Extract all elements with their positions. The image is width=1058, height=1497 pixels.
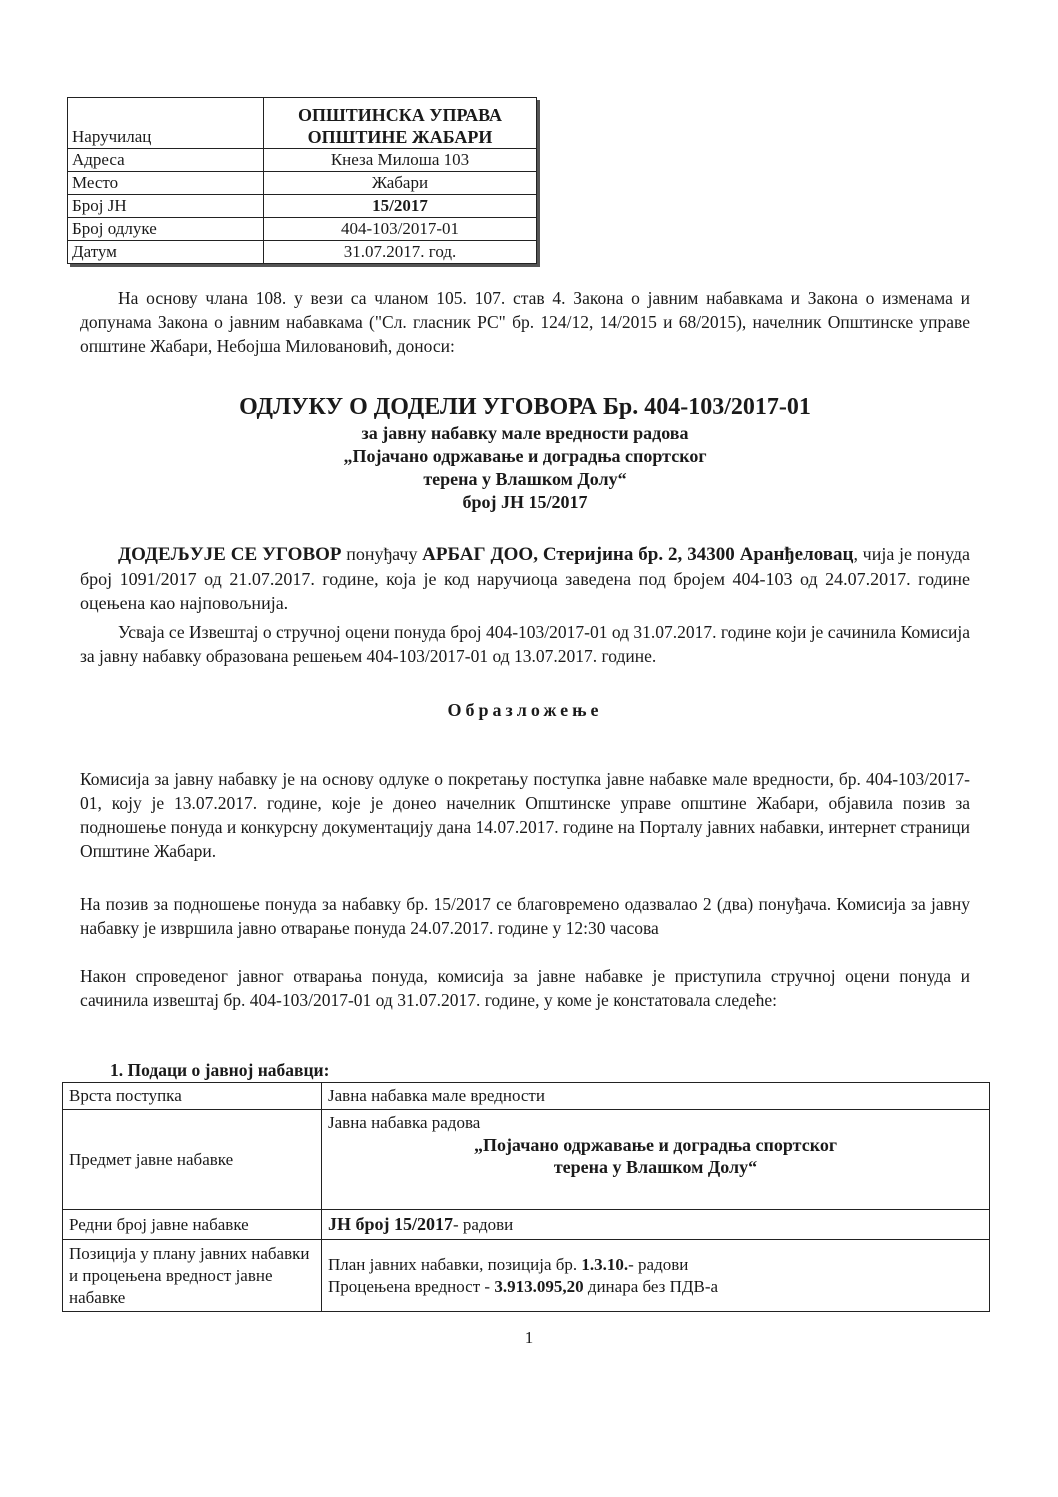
award-text1: понуђачу [341, 544, 423, 564]
header-value: 15/2017 [264, 195, 537, 218]
header-row-procurement-number [68, 195, 537, 218]
row-value [322, 1240, 990, 1312]
header-label: Датум [68, 241, 264, 264]
header-value: 404-103/2017-01 [264, 218, 537, 241]
header-row-client [68, 98, 537, 149]
row-value [322, 1210, 990, 1240]
table-row [63, 1210, 990, 1240]
page-number: 1 [524, 1328, 534, 1347]
plan-position: 1.3.10. [581, 1254, 629, 1274]
title-line4: терена у Влашком Долу“ [423, 469, 627, 489]
client-name-line2: ОПШТИНЕ ЖАБАРИ [307, 127, 493, 147]
explanation-heading: Образложење [447, 700, 603, 720]
procurement-type: - радови [453, 1215, 514, 1234]
decision-title [80, 392, 970, 514]
header-label: Место [68, 172, 264, 195]
plan-rest: - радови [628, 1254, 689, 1274]
title-line1: ОДЛУКУ О ДОДЕЛИ УГОВОРА Бр. 404-103/2017-01 [239, 394, 811, 420]
header-row-date [68, 241, 537, 264]
row-label: Предмет јавне набавке [63, 1110, 322, 1210]
table-row [63, 1240, 990, 1312]
procurement-number: ЈН број 15/2017 [328, 1214, 454, 1234]
plan-text: План јавних набавки, позиција бр. [328, 1254, 582, 1274]
estimated-value-line [328, 1276, 983, 1298]
estimate-rest: динара без ПДВ-а [583, 1276, 719, 1296]
report-paragraph: Усваја се Извештај о стручној оцени понуда број 404-103/2017-01 од 31.07.2017. године који је сачинила Комисија за јавну набавку образована решењем 404-103/2017-01 од 13.07.2017. године. [80, 622, 970, 666]
subject-line1: Јавна набавка радова [328, 1113, 481, 1132]
award-bidder: АРБАГ ДОО, Стеријина бр. 2, 34300 Аранђеловац [422, 544, 854, 565]
explanation-paragraph-2: На позив за подношење понуда за набавку бр. 15/2017 се благовремено одазвалао 2 (два) понуђача. Комисија за јавну набавку је извршила јавно отварање понуда 24.07.2017. године у 12:30 часова [80, 894, 970, 938]
header-value: 31.07.2017. год. [264, 241, 537, 264]
title-line3: „Појачано одржавање и доградња спортског [343, 446, 707, 466]
estimate-text: Процењена вредност - [328, 1276, 495, 1296]
header-info-table [67, 97, 537, 264]
row-label: Редни број јавне набавке [63, 1210, 322, 1240]
section-1-title: 1. Подаци о јавној набавци: [110, 1060, 330, 1080]
estimate-amount: 3.913.095,20 [494, 1276, 584, 1296]
header-row-decision-number [68, 218, 537, 241]
header-value: Жабари [264, 172, 537, 195]
title-line5: број ЈН 15/2017 [462, 492, 588, 512]
procurement-data-table [62, 1082, 990, 1312]
header-label: Број одлуке [68, 218, 264, 241]
header-value: Кнеза Милоша 103 [264, 149, 537, 172]
subject-line2: „Појачано одржавање и доградња спортског [473, 1135, 838, 1155]
row-label: Позиција у плану јавних набавки и процењена вредност јавне набавке [63, 1240, 322, 1312]
award-bold1: ДОДЕЉУЈЕ СЕ УГОВОР [118, 544, 342, 565]
plan-position-line [328, 1254, 983, 1276]
row-value [322, 1110, 990, 1210]
client-name-line1: ОПШТИНСКА УПРАВА [297, 105, 503, 125]
award-paragraph [80, 542, 970, 615]
header-label: Адреса [68, 149, 264, 172]
header-label: Наручилац [68, 98, 264, 149]
header-row-address [68, 149, 537, 172]
subject-line3: терена у Влашком Долу“ [553, 1157, 758, 1177]
explanation-paragraph-3: Након спроведеног јавног отварања понуда, комисија за јавне набавке је приступила стручној оцени понуда и сачинила извештај бр. 404-103/2017-01 од 31.07.2017. године, у коме је констатовала следеће: [80, 966, 970, 1010]
title-line2: за јавну набавку мале вредности радова [361, 423, 689, 443]
header-row-place [68, 172, 537, 195]
header-label: Број ЈН [68, 195, 264, 218]
explanation-paragraph-1: Комисија за јавну набавку је на основу одлуке о покретању поступка јавне набавке мале вредности, бр. 404-103/2017-01, коју је 13.07.2017. године, које је донео начелник Општинске управе општине Жабари, објавила позив за подношење понуда и конкурсну документацију дана 14.07.2017. године на Порталу јавних набавки, интернет страници Општине Жабари. [80, 769, 970, 861]
row-label: Врста поступка [63, 1083, 322, 1110]
table-row [63, 1083, 990, 1110]
table-row [63, 1110, 990, 1210]
award-text2: , чија је понуда број 1091/2017 од 21.07.2017. године, која је код наручиоца заведена под бројем 404-103 од 24.07.2017. године оцењена као најповољнија. [80, 544, 970, 613]
intro-paragraph: На основу члана 108. у вези са чланом 105. 107. став 4. Закона о јавним набавкама и Закона о изменама и допунама Закона о јавним набавкама ("Сл. гласник РС" бр. 124/12, 14/2015 и 68/2015), начелник Општинске управе општине Жабари, Небојша Миловановић, доноси: [80, 288, 970, 356]
row-value: Јавна набавка мале вредности [322, 1083, 990, 1110]
header-value [264, 98, 537, 149]
